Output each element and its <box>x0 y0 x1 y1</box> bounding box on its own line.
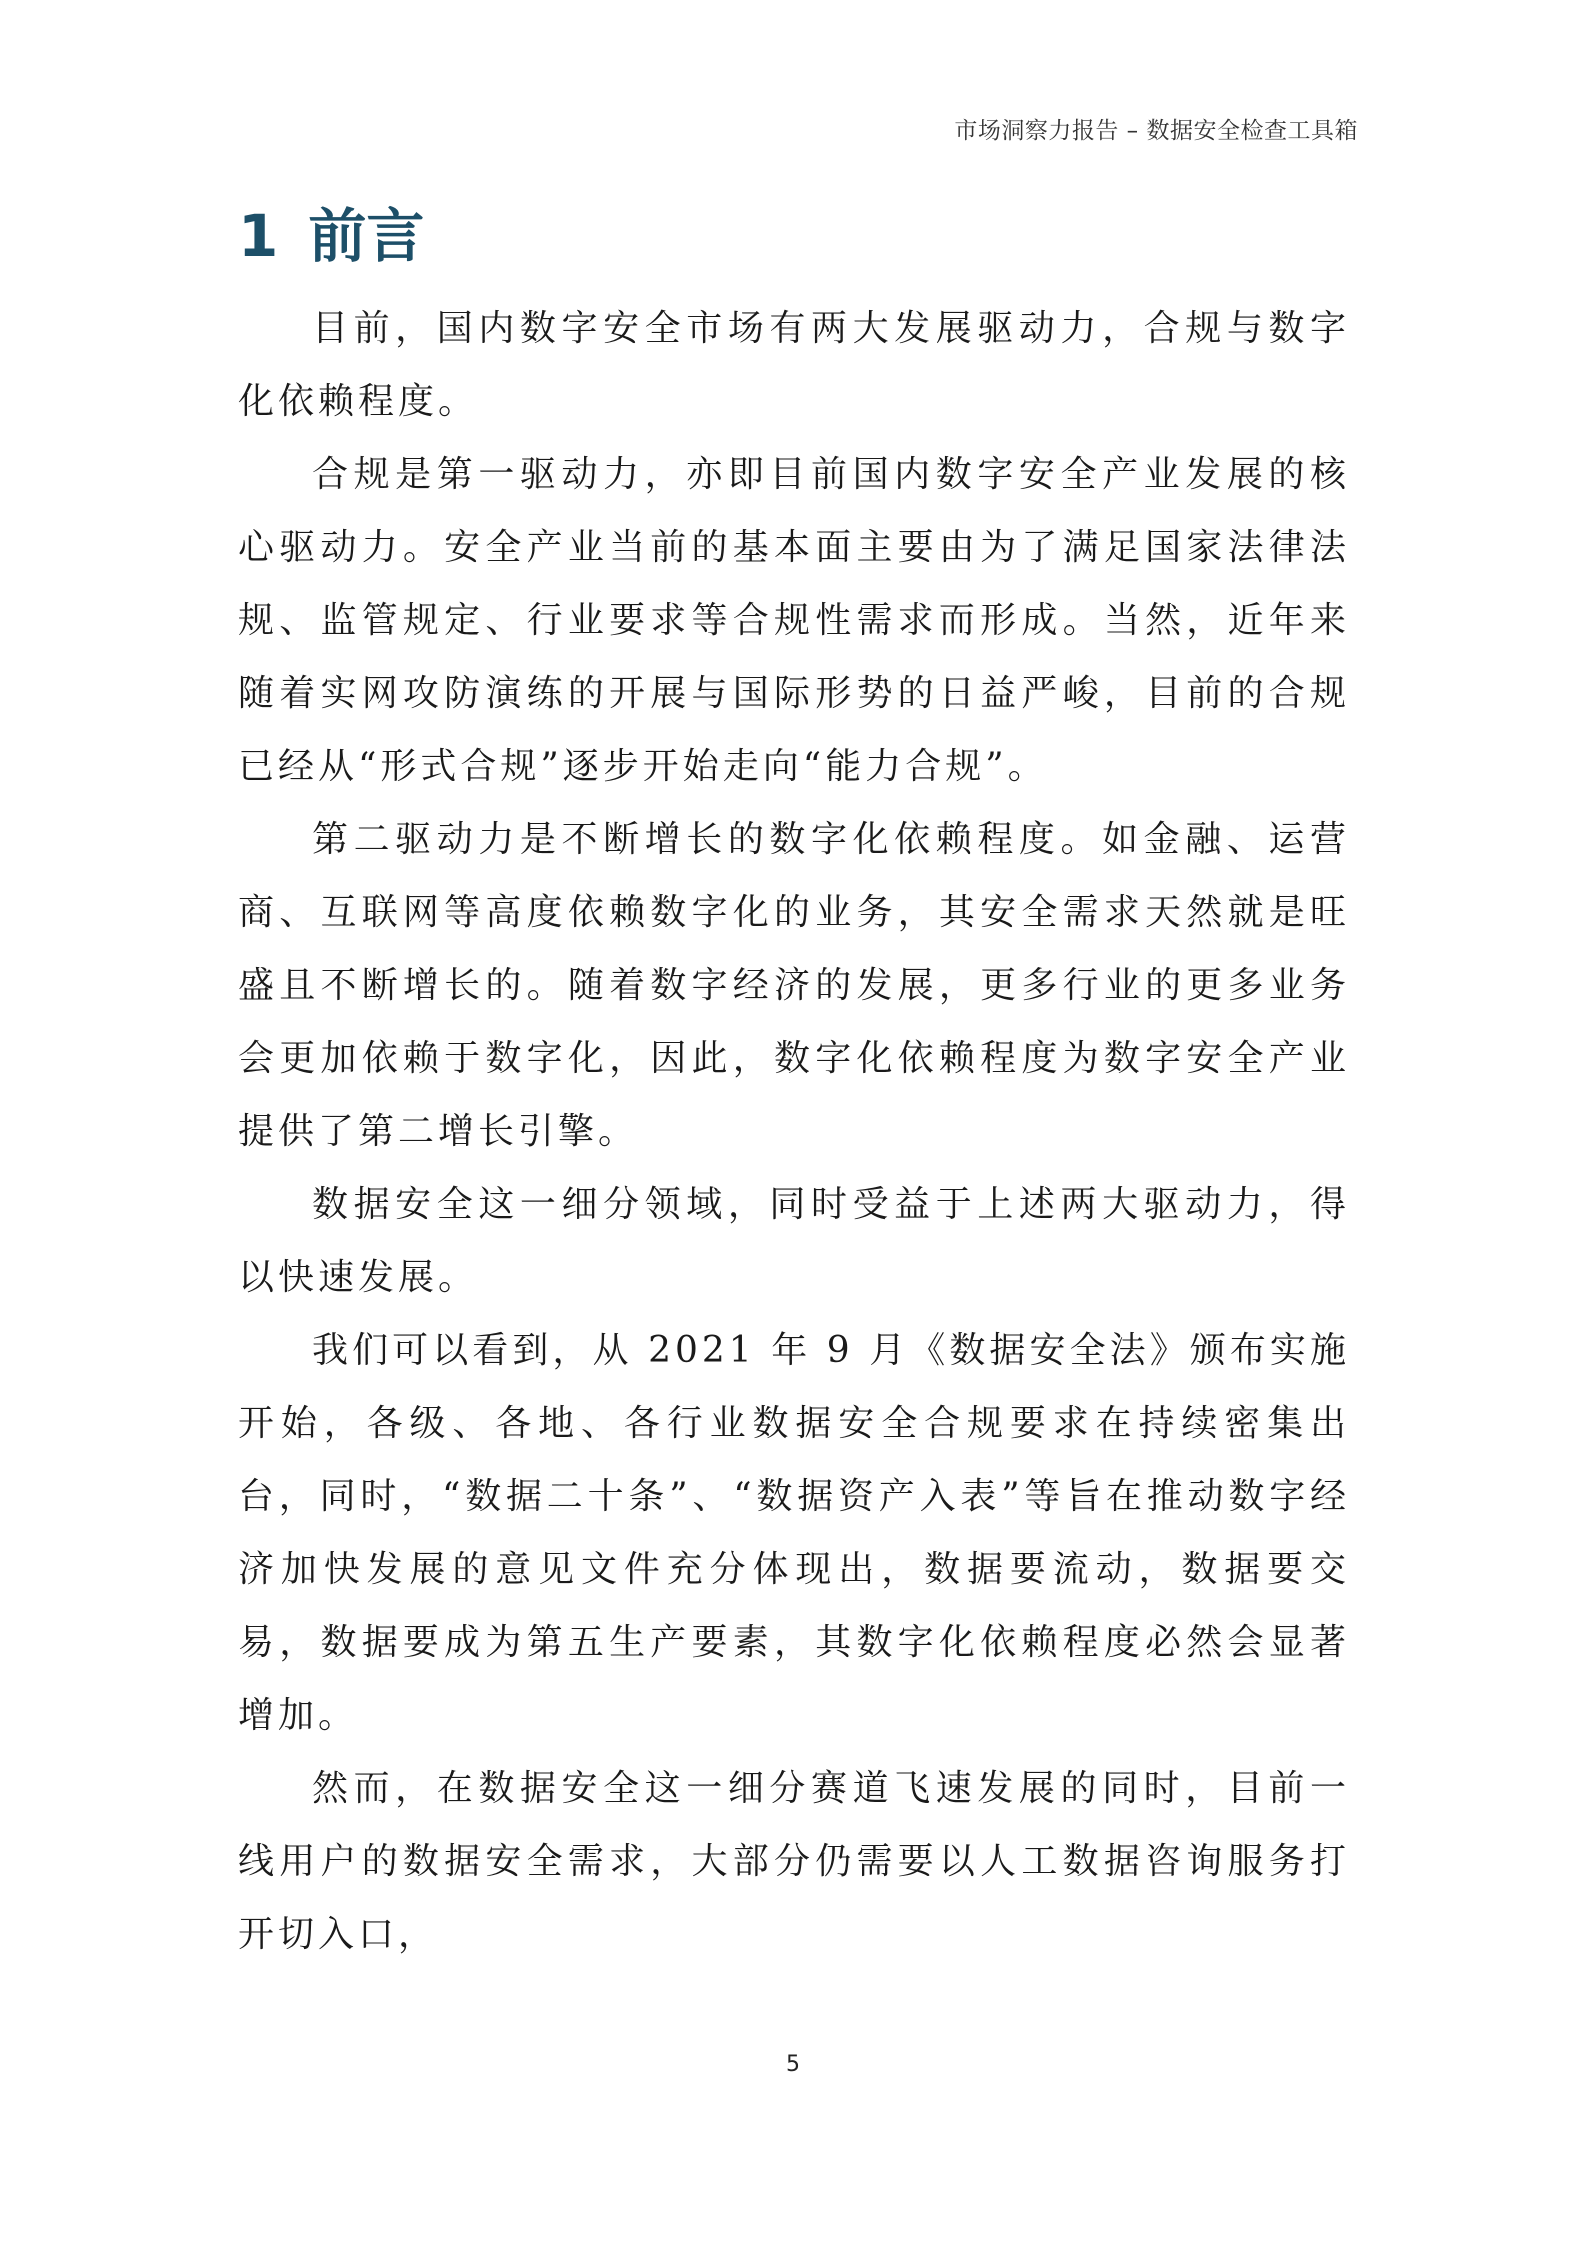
paragraph-digital-dependency: 第二驱动力是不断增长的数字化依赖程度。如金融、运营商、互联网等高度依赖数字化的业务，其安全需求天然就是旺盛且不断增长的。随着数字经济的发展，更多行业的更多业务会更加依赖于数字化，因此，数字化依赖程度为数字安全产业提供了第二增长引擎。 <box>238 819 1350 1152</box>
body-text <box>238 292 1350 1971</box>
section-heading <box>238 196 424 276</box>
paragraph-drivers-intro: 目前，国内数字安全市场有两大发展驱动力，合规与数字化依赖程度。 <box>238 308 1350 422</box>
paragraph-compliance: 合规是第一驱动力，亦即目前国内数字安全产业发展的核心驱动力。安全产业当前的基本面主要由为了满足国家法律法规、监管规定、行业要求等合规性需求而形成。当然，近年来随着实网攻防演练的开展与国际形势的日益严峻，目前的合规已经从“形式合规”逐步开始走向“能力合规”。 <box>238 454 1350 787</box>
page-number: 5 <box>786 2052 800 2077</box>
paragraph-data-security-law: 我们可以看到，从 2021 年 9 月《数据安全法》颁布实施开始，各级、各地、各行业数据安全合规要求在持续密集出台，同时，“数据二十条”、“数据资产入表”等旨在推动数字经济加快发展的意见文件充分体现出，数据要流动，数据要交易，数据要成为第五生产要素，其数字化依赖程度必然会显著增加。 <box>238 1330 1350 1736</box>
paragraph-data-security: 数据安全这一细分领域，同时受益于上述两大驱动力，得以快速发展。 <box>238 1184 1350 1298</box>
running-header: 市场洞察力报告 – 数据安全检查工具箱 <box>954 118 1358 144</box>
section-title: 前言 <box>308 202 425 270</box>
paragraph-however: 然而，在数据安全这一细分赛道飞速发展的同时，目前一线用户的数据安全需求，大部分仍需要以人工数据咨询服务打开切入口， <box>238 1768 1350 1955</box>
section-number: 1 <box>238 202 279 270</box>
